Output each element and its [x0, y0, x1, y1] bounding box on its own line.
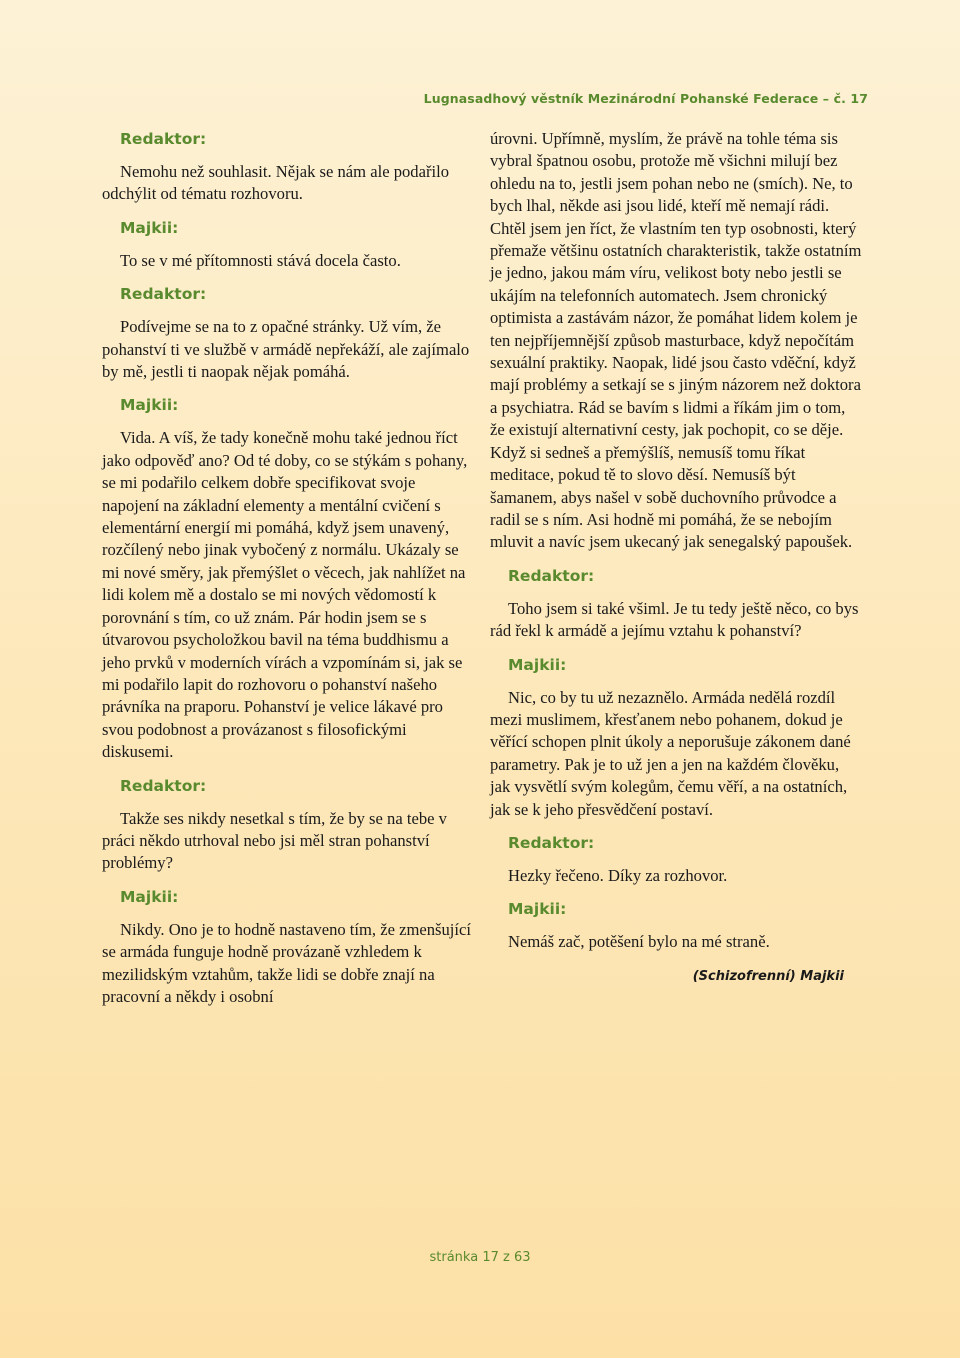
speaker-label: Majkii:	[508, 655, 567, 674]
paragraph: Hezky řečeno. Díky za rozhovor.	[508, 865, 728, 885]
speaker-label: Redaktor:	[508, 566, 595, 585]
paragraph: Takže ses nikdy nesetkal s tím, že by se na tebe v práci někdo utrhoval nebo jsi měl stran pohanství problémy?	[102, 808, 447, 873]
left-column	[102, 128, 474, 1008]
speaker-label: Majkii:	[120, 218, 179, 237]
paragraph-continued: úrovni. Upřímně, myslím, že právě na tohle téma sis vybral špatnou osobu, protože mě všichni milují bez ohledu na to, jestli jsem pohan nebo ne (smích). Ne, to bych lhal, někde asi jsou lidé, kteří mě nemají rádi. Chtěl jsem jen říct, že vlastním ten typ osobnosti, který přemaže většinu ostatních charakteristik, takže ostatním je jedno, jakou mám víru, velikost boty nebo jestli se ukájím na telefonních automatech. Jsem chronický optimista a zastávám názor, že pomáhat lidem kolem je ten nejpříjemnější způsob masturbace, když nepočítám sexuální praktiky. Naopak, lidé jsou často vděční, když mají problémy a setkají se s jiným názorem než doktora a psychiatra. Rád se bavím s lidmi a říkám jim o tom, že existují alternativní cesty, jak pochopit, co se děje. Když si sedneš a přemýšlíš, nemusíš tomu říkat meditace, pokud tě to slovo děsí. Nemusíš být šamanem, abys našel v sobě duchovního průvodce a radil se s ním. Asi hodně mi pomáhá, že se nebojím mluvit a navíc jsem ukecaný jak senegalský papoušek.	[490, 129, 862, 552]
speaker-label: Majkii:	[120, 396, 179, 415]
newsletter-header: Lugnasadhový věstník Mezinárodní Pohanské Federace – č. 17	[423, 91, 868, 106]
speaker-label: Redaktor:	[120, 130, 207, 148]
speaker-label: Majkii:	[508, 900, 567, 919]
paragraph: Vida. A víš, že tady konečně mohu také jednou říct jako odpověď ano? Od té doby, co se stýkám s pohany, se mi podařilo celkem dobře specifikovat svoje napojení na základní elementy a mentální cvičení s elementární energií mi pomáhá, když jsem unavený, rozčílený nebo jinak vybočený z normálu. Ukázaly se mi nové směry, jak přemýšlet o věcech, jak nahlížet na lidi kolem mě a dostalo se mi nových vědomostí k porovnání s tím, co už znám. Pár hodin jsem se s útvarovou psycholožkou bavil na téma buddhismu a jeho prvků v moderních vírách a vzpomínám si, jak se mi podařilo lapit do rozhovoru o pohanství našeho právníka na praporu. Pohanství je velice lákavé pro svou podobnost a provázanost s filosofickými diskusemi.	[102, 428, 468, 762]
paragraph: Nic, co by tu už nezaznělo. Armáda nedělá rozdíl mezi muslimem, křesťanem nebo pohanem, dokud je věřící schopen plnit úkoly a neporušuje zákonem dané parametry. Pak je to už jen a jen na každém člověku, jak vysvětlí svým kolegům, čemu věří, a na ostatních, jak se k jeho přesvědčení postaví.	[490, 687, 851, 819]
paragraph: Nikdy. Ono je to hodně nastaveno tím, že zmenšující se armáda funguje hodně provázaně vzhledem k mezilidským vztahům, takže lidi se dobře znají na pracovní a někdy i osobní	[102, 919, 471, 1006]
page-number: stránka 17 z 63	[429, 1250, 531, 1265]
speaker-label: Redaktor:	[120, 285, 207, 304]
right-column	[490, 128, 862, 988]
speaker-label: Redaktor:	[120, 776, 207, 795]
speaker-label: Redaktor:	[508, 833, 595, 852]
paragraph: Toho jsem si také všiml. Je tu tedy ještě něco, co bys rád řekl k armádě a jejímu vztahu k pohanství?	[490, 598, 859, 641]
paragraph: Nemáš zač, potěšení bylo na mé straně.	[508, 932, 770, 952]
paragraph: Nemohu než souhlasit. Nějak se nám ale podařilo odchýlit od tématu rozhovoru.	[102, 162, 450, 204]
paragraph: Podívejme se na to z opačné stránky. Už vím, že pohanství ti ve službě v armádě nepřekáží, ale zajímalo by mě, jestli ti naopak nějak pomáhá.	[102, 317, 470, 382]
paragraph: To se v mé přítomnosti stává docela často.	[120, 250, 401, 270]
speaker-label: Majkii:	[120, 887, 179, 906]
author-signature: (Schizofrenní) Majkii	[692, 968, 844, 984]
